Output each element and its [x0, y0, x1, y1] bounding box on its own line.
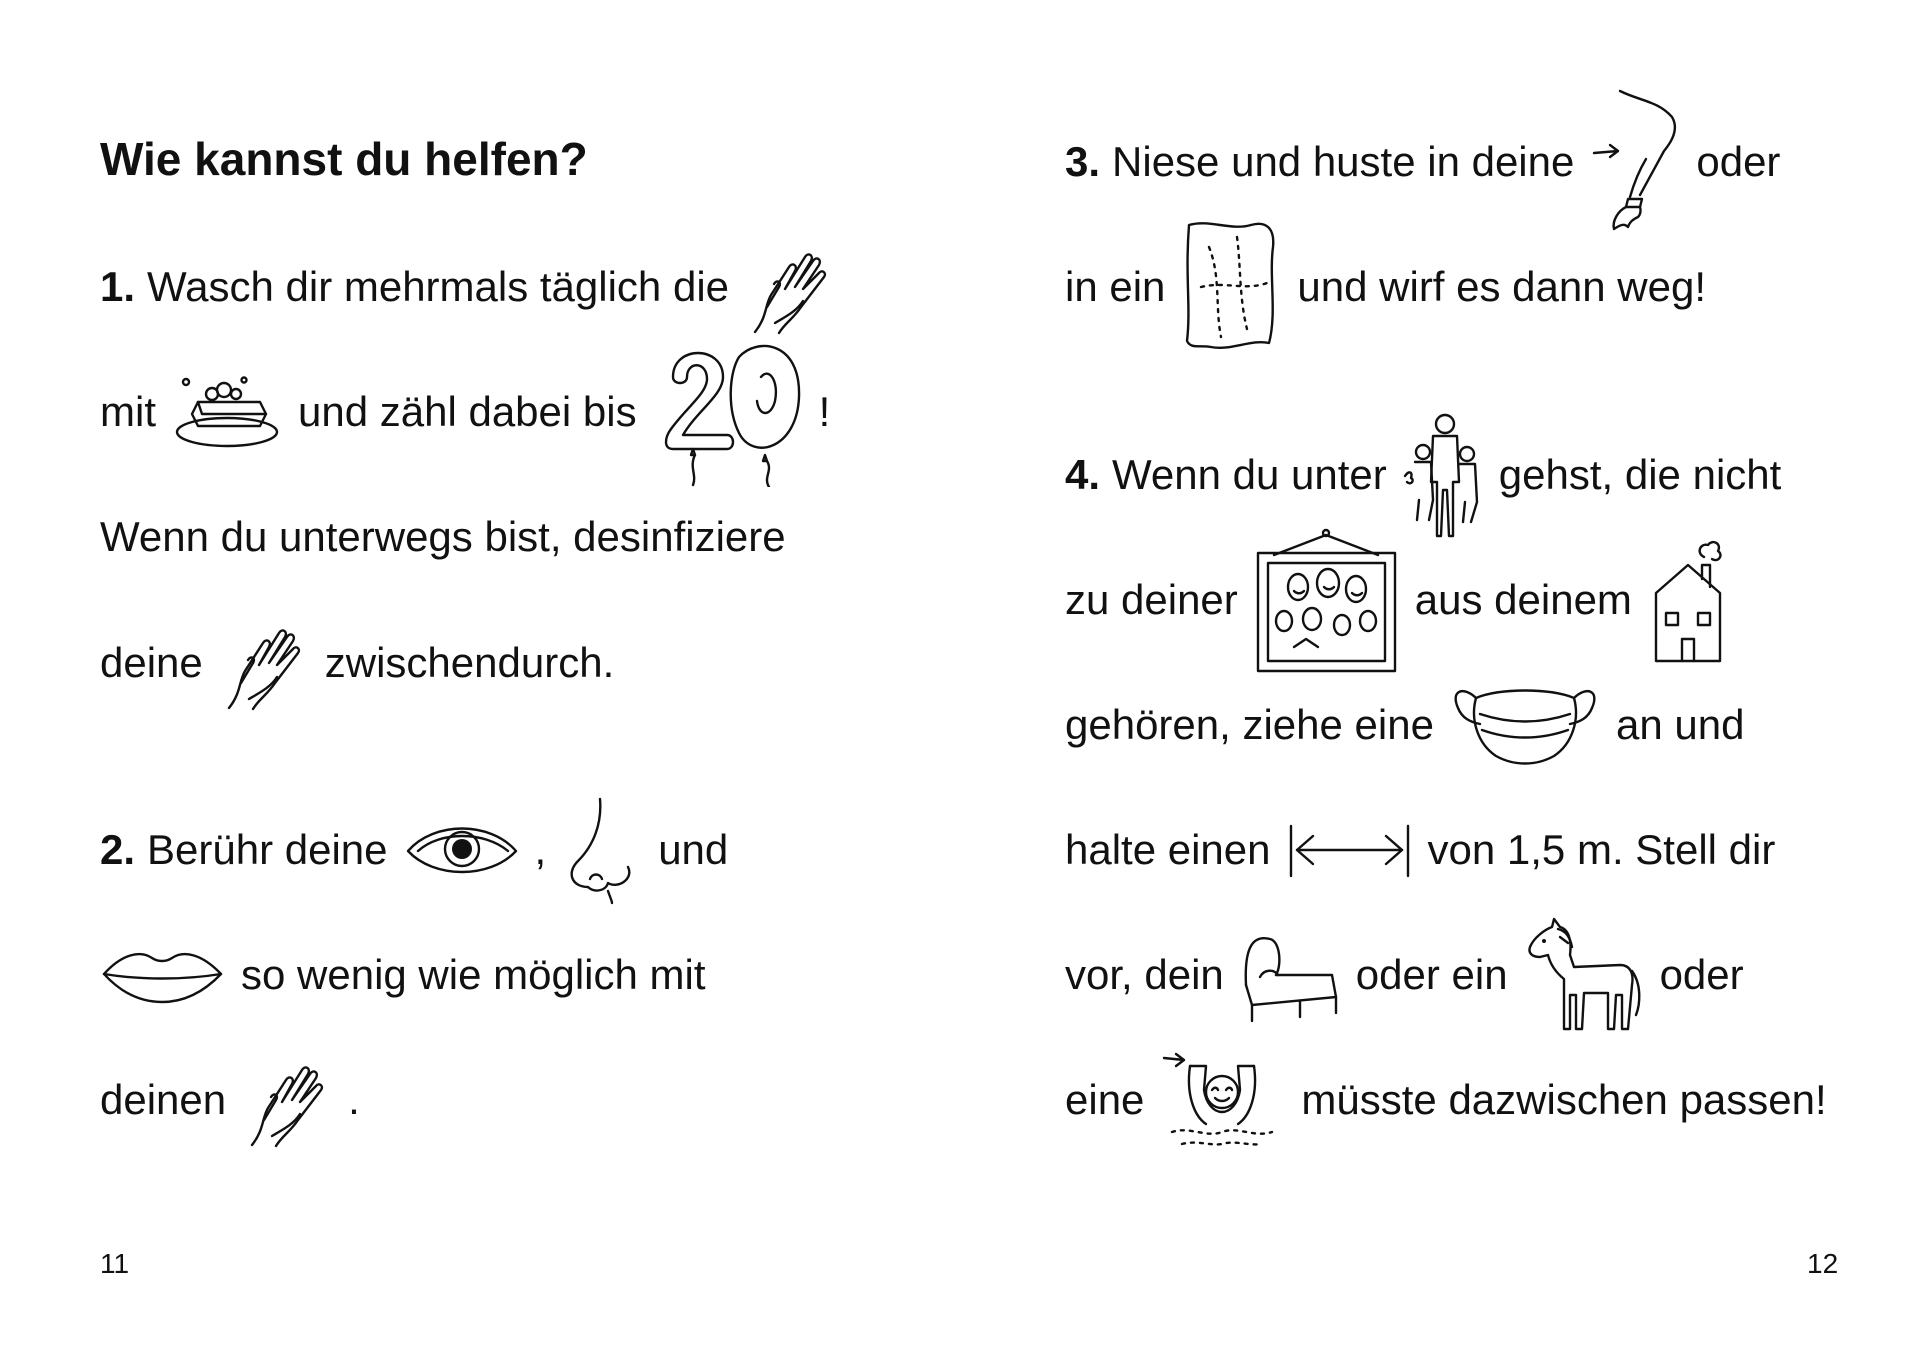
eye-icon: [404, 815, 519, 885]
family-picture-icon: [1254, 525, 1399, 675]
house-icon: [1648, 535, 1728, 665]
page-title: Wie kannst du helfen?: [100, 133, 588, 185]
instruction-2-line-3: deinen .: [100, 1045, 360, 1155]
right-page: [960, 0, 1920, 1362]
instruction-1-line-1: 1. Wasch dir mehrmals täglich die: [100, 232, 851, 342]
instruction-1-line-3: Wenn du unterwegs bist, desinfiziere: [100, 513, 786, 560]
soap-icon: [172, 372, 282, 452]
instruction-4-line-3: gehören, ziehe eine an und: [1065, 670, 1744, 780]
instruction-4-line-2: zu deiner aus deinem: [1065, 545, 1744, 655]
hands-icon: [219, 613, 309, 713]
instruction-4-line-1: 4. Wenn du unter gehst, die nicht: [1065, 420, 1781, 530]
number-20-balloons-icon: [653, 337, 803, 487]
distance-arrow-icon: [1287, 820, 1412, 880]
instruction-4-line-6: eine müsste dazwischen passen!: [1065, 1045, 1827, 1155]
hands-icon: [745, 237, 835, 337]
face-mask-icon: [1450, 680, 1600, 770]
nose-icon: [562, 795, 642, 905]
step-number: 3.: [1065, 138, 1101, 185]
swimmer-icon: [1160, 1050, 1285, 1150]
hands-icon: [242, 1050, 332, 1150]
bed-icon: [1240, 925, 1340, 1025]
instruction-4-line-4: halte einen von 1,5 m. Stell dir: [1065, 795, 1775, 905]
step-number: 2.: [100, 826, 136, 873]
instruction-2-line-1: 2. Berühr deine , und: [100, 795, 728, 905]
page-number: 12: [1807, 1248, 1839, 1279]
step-number: 1.: [100, 263, 136, 310]
instruction-3-line-1: 3. Niese und huste in deine oder: [1065, 107, 1780, 217]
elbow-icon: [1590, 87, 1680, 237]
instruction-4-line-5: vor, dein oder ein oder: [1065, 920, 1744, 1030]
people-icon: [1403, 410, 1483, 540]
instruction-1-line-4: deine zwischendurch.: [100, 608, 614, 718]
instruction-1-line-2: mit und zähl dabei bis !: [100, 357, 830, 467]
instruction-2-line-2: so wenig wie möglich mit: [100, 920, 706, 1030]
tissue-icon: [1181, 217, 1281, 357]
lips-icon: [100, 940, 225, 1010]
page-number: 11: [100, 1248, 130, 1279]
instruction-3-line-2: in ein und wirf es dann weg!: [1065, 232, 1706, 342]
horse-icon: [1524, 915, 1644, 1035]
step-number: 4.: [1065, 451, 1101, 498]
